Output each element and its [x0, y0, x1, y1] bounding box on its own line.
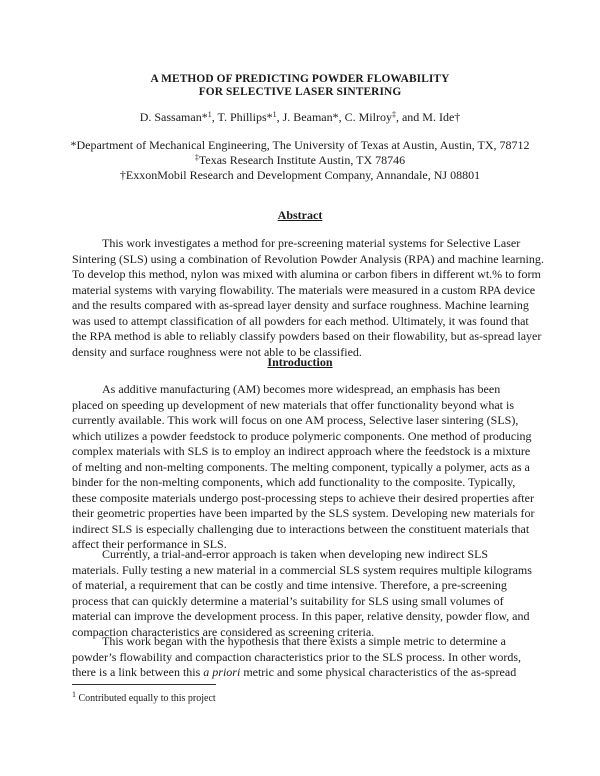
abstract-line: This work investigates a method for pre-screening material systems for Selective Laser	[102, 236, 521, 250]
affiliation-2-text: Texas Research Institute Austin, TX 78746	[198, 153, 406, 167]
abstract-line: density and surface roughness were not able to be classified.	[72, 344, 362, 359]
author-list	[0, 110, 600, 125]
intro-line: process that can quickly determine a material’s suitability for SLS using small volumes of	[72, 593, 504, 608]
affiliation-3: †ExxonMobil Research and Development Company, Annandale, NJ 08801	[119, 168, 481, 182]
intro-line: material can improve the development process. In this paper, relative density, powder flow, and	[72, 609, 530, 623]
intro-line: powder’s flowability and compaction characteristics prior to the SLS process. In other words,	[72, 649, 521, 664]
author-1-footnote-mark: 1	[207, 110, 212, 119]
paper-title-line-1: A METHOD OF PREDICTING POWDER FLOWABILITY	[150, 73, 450, 85]
intro-line: As additive manufacturing (AM) becomes more widespread, an emphasis has been	[102, 382, 501, 396]
author-2: , T. Phillips*	[211, 110, 273, 124]
intro-paragraph-3	[72, 634, 532, 681]
intro-line: materials. Fully testing a new material in a commercial SLS system requires multiple kilograms	[72, 562, 532, 577]
intro-line: Currently, a trial-and-error approach is taken when developing new indirect SLS	[102, 547, 489, 561]
intro-line: affect their performance in SLS.	[72, 537, 227, 551]
abstract-paragraph	[72, 236, 544, 360]
intro-line: binder for the non-melting components, which add functionality to the composite. Typically,	[72, 475, 516, 489]
intro-line: placed on speeding up development of new materials that offer functionality beyond what is	[72, 397, 514, 412]
footnote-text: Contributed equally to this project	[76, 693, 216, 704]
abstract-line: Sintering (SLS) using a combination of Revolution Powder Analysis (RPA) and machine learning.	[72, 251, 544, 266]
intro-line-part: there is a link between this	[72, 665, 204, 679]
footnote-mark: 1	[72, 690, 76, 699]
intro-line: complex materials with SLS is to employ an indirect approach where the feedstock is a mixture	[72, 444, 531, 458]
abstract-line: To develop this method, nylon was mixed with alumina or carbon fibers in different wt.% to form	[72, 267, 541, 281]
affiliation-2	[0, 153, 600, 168]
intro-line: of melting and non-melting components. The melting component, typically a polymer, acts as a	[72, 459, 530, 474]
author-2-footnote-mark: 1	[272, 110, 277, 119]
abstract-line: was used to attempt classification of all powders for each method. Ultimately, it was found that	[72, 313, 529, 328]
footnote-divider	[72, 684, 216, 685]
intro-line-part: metric and some physical characteristics of the as-spread	[240, 665, 517, 679]
author-3: , J. Beaman*, C. Milroy	[276, 110, 392, 124]
affiliation-2-mark: ‡	[194, 153, 199, 162]
abstract-heading: Abstract	[277, 208, 323, 222]
intro-line: indirect SLS is especially challenging due to interactions between the constituent materials that	[72, 521, 530, 536]
author-3-footnote-mark: ‡	[391, 110, 396, 119]
intro-line: of material, a requirement that can be costly and time intensive. Therefore, a pre-screening	[72, 578, 507, 592]
a-priori-emphasis: a priori	[203, 665, 241, 679]
author-1: D. Sassaman*	[139, 110, 208, 124]
intro-line: currently available. This work will focus on one AM process, Selective laser sintering (SLS),	[72, 413, 519, 427]
paper-title-line-2: FOR SELECTIVE LASER SINTERING	[198, 86, 402, 98]
intro-paragraph-1	[72, 382, 535, 553]
intro-line: which utilizes a powder feedstock to produce polymeric components. One method of producing	[72, 428, 532, 443]
abstract-line: and the results compared with as-spread layer density and surface roughness. Machine learning	[72, 298, 529, 312]
intro-line: these composite materials undergo post-processing steps to achieve their desired properties after	[72, 490, 534, 505]
abstract-line: the RPA method is able to reliably classify powders based on their flowability, but as-spread layer	[72, 329, 542, 343]
introduction-heading: Introduction	[267, 355, 333, 369]
intro-line: their geometric properties have been imparted by the SLS system. Developing new materials for	[72, 506, 535, 520]
intro-line: This work began with the hypothesis that there exists a simple metric to determine a	[102, 634, 506, 648]
abstract-line: material systems with varying flowability. The materials were measured in a custom RPA device	[72, 282, 536, 297]
author-4: , and M. Ide†	[395, 110, 461, 124]
intro-line: compaction characteristics are considered as screening criteria.	[72, 624, 375, 639]
intro-line	[72, 665, 532, 681]
affiliation-1: *Department of Mechanical Engineering, The University of Texas at Austin, Austin, TX, 78712	[70, 138, 530, 152]
footnote	[72, 690, 216, 704]
intro-paragraph-2	[72, 547, 532, 640]
